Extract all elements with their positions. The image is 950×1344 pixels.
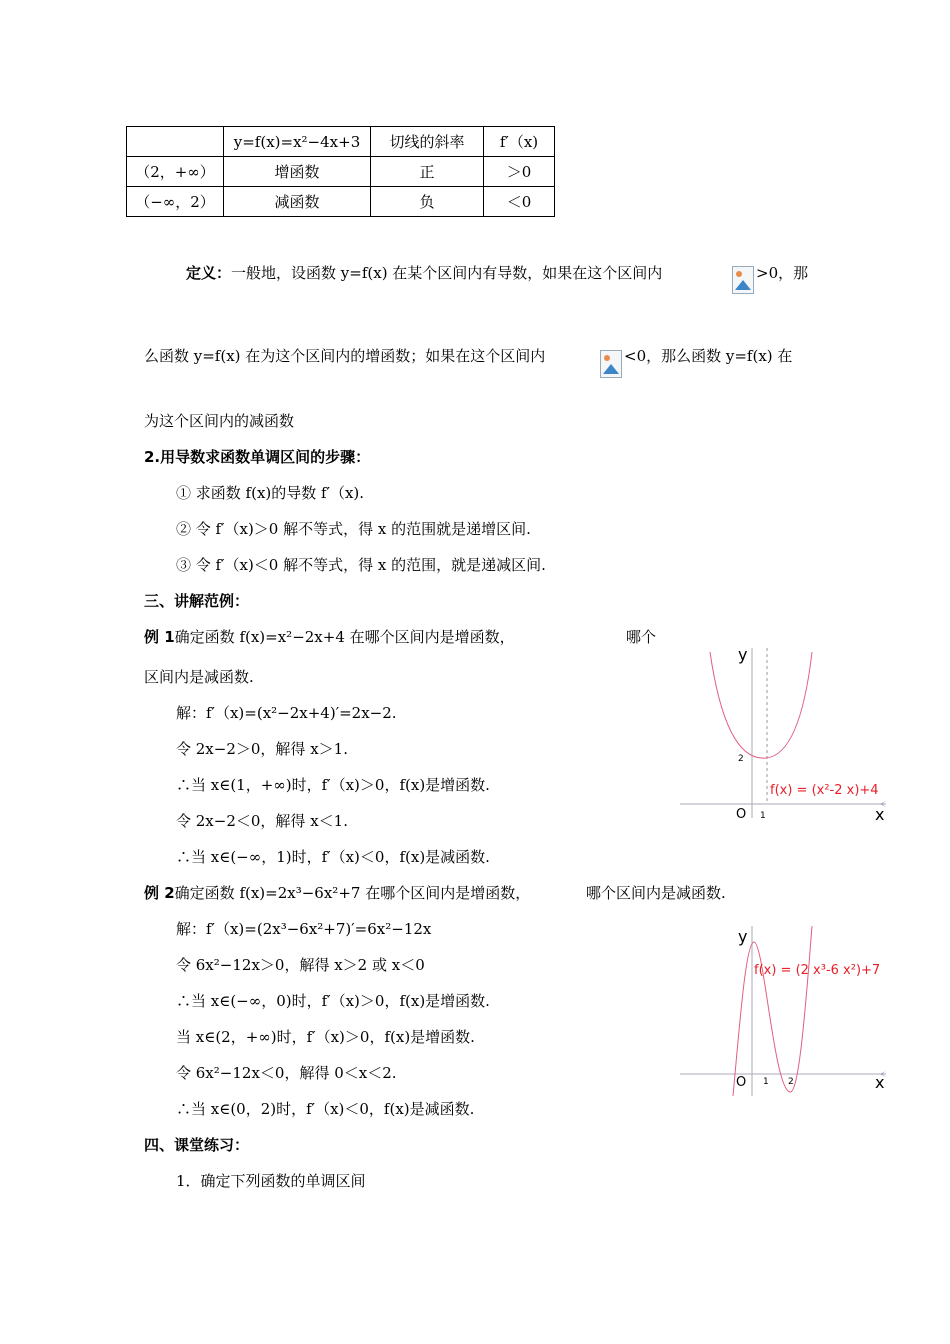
definition-line-1	[186, 262, 662, 283]
x-axis-label: x	[875, 1073, 885, 1092]
step-item: ② 令 f′（x)＞0 解不等式，得 x 的范围就是递增区间.	[176, 520, 531, 538]
solution-line: ∴当 x∈(−∞，0)时，f′（x)＞0，f(x)是增函数.	[176, 992, 490, 1010]
table-cell: ＞0	[484, 157, 555, 187]
y-axis-label: y	[738, 645, 748, 664]
x-tick-label: 2	[788, 1077, 794, 1087]
solution-line: 令 6x²−12x＞0，解得 x＞2 或 x＜0	[176, 956, 425, 974]
x-tick-label: 1	[763, 1077, 769, 1087]
definition-text: <0，那么函数 y=f(x) 在	[624, 347, 793, 365]
table-cell: 负	[371, 187, 484, 217]
example2-title	[144, 882, 530, 903]
cubic-graph	[676, 920, 892, 1100]
definition-label: 定义：	[186, 264, 232, 282]
solution-line: 解：f′（x)=(2x³−6x²+7)′=6x²−12x	[176, 920, 432, 938]
section-heading: 四、课堂练习：	[144, 1136, 250, 1154]
table-cell: ＜0	[484, 187, 555, 217]
solution-line: ∴当 x∈(0，2)时，f′（x)＜0，f(x)是减函数.	[176, 1100, 475, 1118]
step-item: ① 求函数 f(x)的导数 f′（x).	[176, 484, 365, 502]
table-cell: f′（x)	[484, 127, 555, 157]
formula-label: f(x) = (2 x³-6 x²)+7	[754, 963, 881, 978]
solution-line: 令 2x−2＜0，解得 x＜1.	[176, 812, 348, 830]
example-title-text: 哪个区间内是减函数.	[586, 884, 726, 902]
table-cell: y=f(x)=x²−4x+3	[224, 127, 371, 157]
table-cell: 减函数	[224, 187, 371, 217]
table-cell: 增函数	[224, 157, 371, 187]
example-title-text: 区间内是减函数.	[144, 668, 254, 686]
broken-image-icon	[732, 266, 754, 294]
definition-line-2: 么函数 y=f(x) 在为这个区间内的增函数；如果在这个区间内	[144, 347, 546, 365]
solution-line: 令 2x−2＞0，解得 x＞1.	[176, 740, 348, 758]
y-tick-label: 2	[738, 754, 744, 764]
exercise-item: 1．确定下列函数的单调区间	[176, 1172, 366, 1190]
origin-label: O	[736, 1075, 747, 1090]
x-axis-label: x	[875, 805, 885, 824]
solution-line: ∴当 x∈(1，+∞)时，f′（x)＞0，f(x)是增函数.	[176, 776, 490, 794]
table-header-row	[127, 127, 555, 157]
example1-title	[144, 626, 515, 647]
table-row	[127, 187, 555, 217]
definition-text: >0，那	[756, 264, 809, 282]
cubic-curve	[733, 926, 812, 1096]
definition-text: 一般地，设函数 y=f(x) 在某个区间内有导数，如果在这个区间内	[231, 264, 663, 282]
solution-line: 令 6x²−12x＜0，解得 0＜x＜2.	[176, 1064, 397, 1082]
example-title-text: 确定函数 f(x)=2x³−6x²+7 在哪个区间内是增函数，	[174, 884, 531, 902]
parabola-curve	[710, 652, 812, 758]
origin-label: O	[736, 807, 747, 822]
formula-label: f(x) = (x²-2 x)+4	[770, 783, 879, 798]
x-tick-label: 1	[760, 811, 766, 821]
table-cell: （−∞，2）	[127, 187, 224, 217]
parabola-graph	[676, 640, 892, 826]
table-cell: 正	[371, 157, 484, 187]
example-label: 例 1	[144, 628, 175, 646]
solution-line: 当 x∈(2，+∞)时，f′（x)＞0，f(x)是增函数.	[176, 1028, 475, 1046]
table-row	[127, 157, 555, 187]
broken-image-icon	[600, 350, 622, 378]
example-label: 例 2	[144, 884, 175, 902]
example-title-text: 确定函数 f(x)=x²−2x+4 在哪个区间内是增函数，	[174, 628, 515, 646]
steps-heading: 2.用导数求函数单调区间的步骤：	[144, 448, 371, 466]
section-heading: 三、讲解范例：	[144, 592, 250, 610]
step-item: ③ 令 f′（x)＜0 解不等式，得 x 的范围，就是递减区间.	[176, 556, 546, 574]
y-axis-label: y	[738, 927, 748, 946]
solution-line: ∴当 x∈(−∞，1)时，f′（x)＜0，f(x)是减函数.	[176, 848, 490, 866]
solution-line: 解：f′（x)=(x²−2x+4)′=2x−2.	[176, 704, 397, 722]
definition-line-3: 为这个区间内的减函数	[144, 412, 295, 430]
comparison-table	[126, 126, 555, 217]
example-title-text: 哪个	[626, 628, 657, 646]
table-cell: （2，+∞）	[127, 157, 224, 187]
table-cell	[127, 127, 224, 157]
table-cell: 切线的斜率	[371, 127, 484, 157]
